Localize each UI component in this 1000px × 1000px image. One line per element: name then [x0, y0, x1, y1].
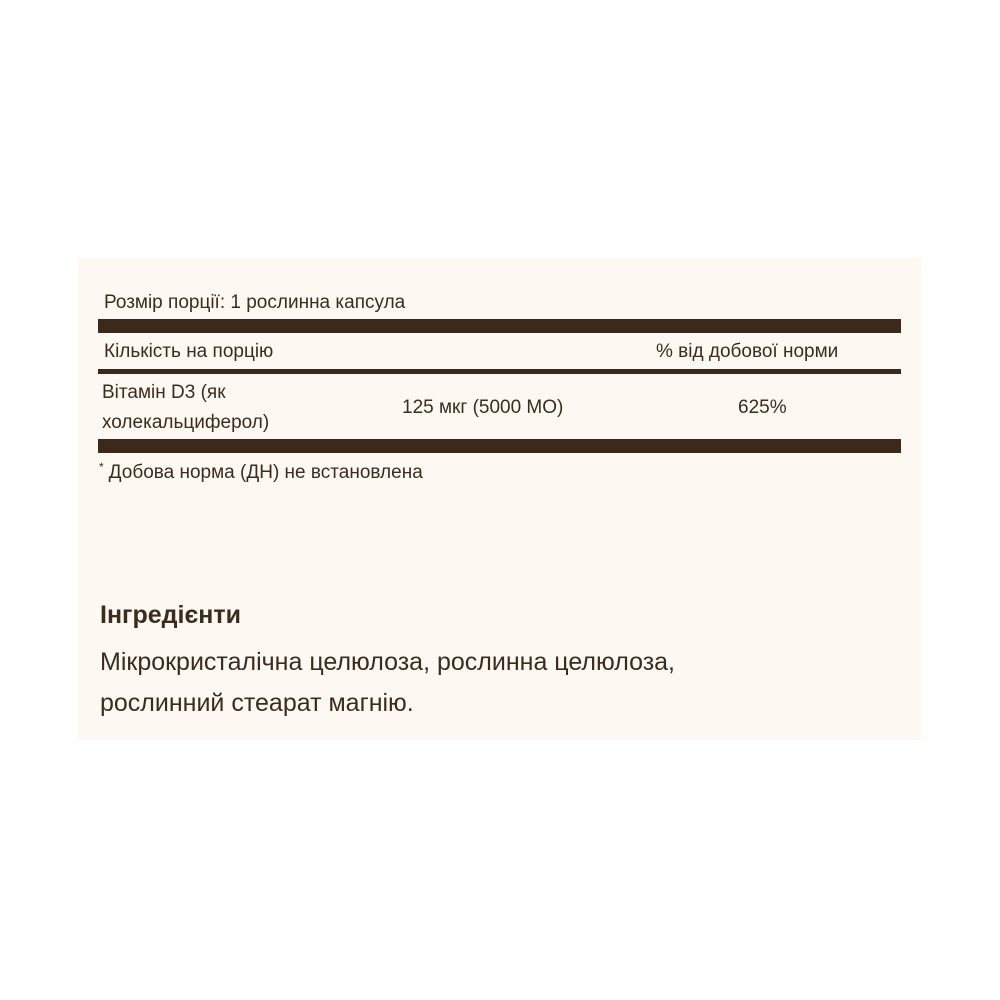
footnote: [99, 461, 423, 485]
nutrient-name-line1: Вітамін D3 (як: [102, 382, 226, 403]
nutrient-amount: 125 мкг (5000 МО): [402, 397, 564, 418]
serving-size: Розмір порції: 1 рослинна капсула: [104, 292, 406, 313]
ingredients-heading: Інгредієнти: [100, 601, 241, 629]
supplement-facts-panel: [78, 258, 921, 740]
amount-per-serving-header: Кількість на порцію: [104, 341, 274, 362]
daily-value-header: % від добової норми: [656, 341, 839, 362]
ingredients-line1: Мікрокристалічна целюлоза, рослинна целюлоза,: [100, 648, 675, 676]
ingredients-line2: рослинний стеарат магнію.: [100, 689, 414, 717]
thick-rule-bottom: [98, 439, 901, 453]
footnote-asterisk: *: [99, 460, 104, 474]
thin-rule: [98, 369, 901, 374]
footnote-text: Добова норма (ДН) не встановлена: [108, 462, 423, 483]
nutrient-name-line2: холекальциферол): [102, 412, 270, 433]
thick-rule-top: [98, 319, 901, 333]
nutrient-daily-value: 625%: [738, 397, 787, 418]
